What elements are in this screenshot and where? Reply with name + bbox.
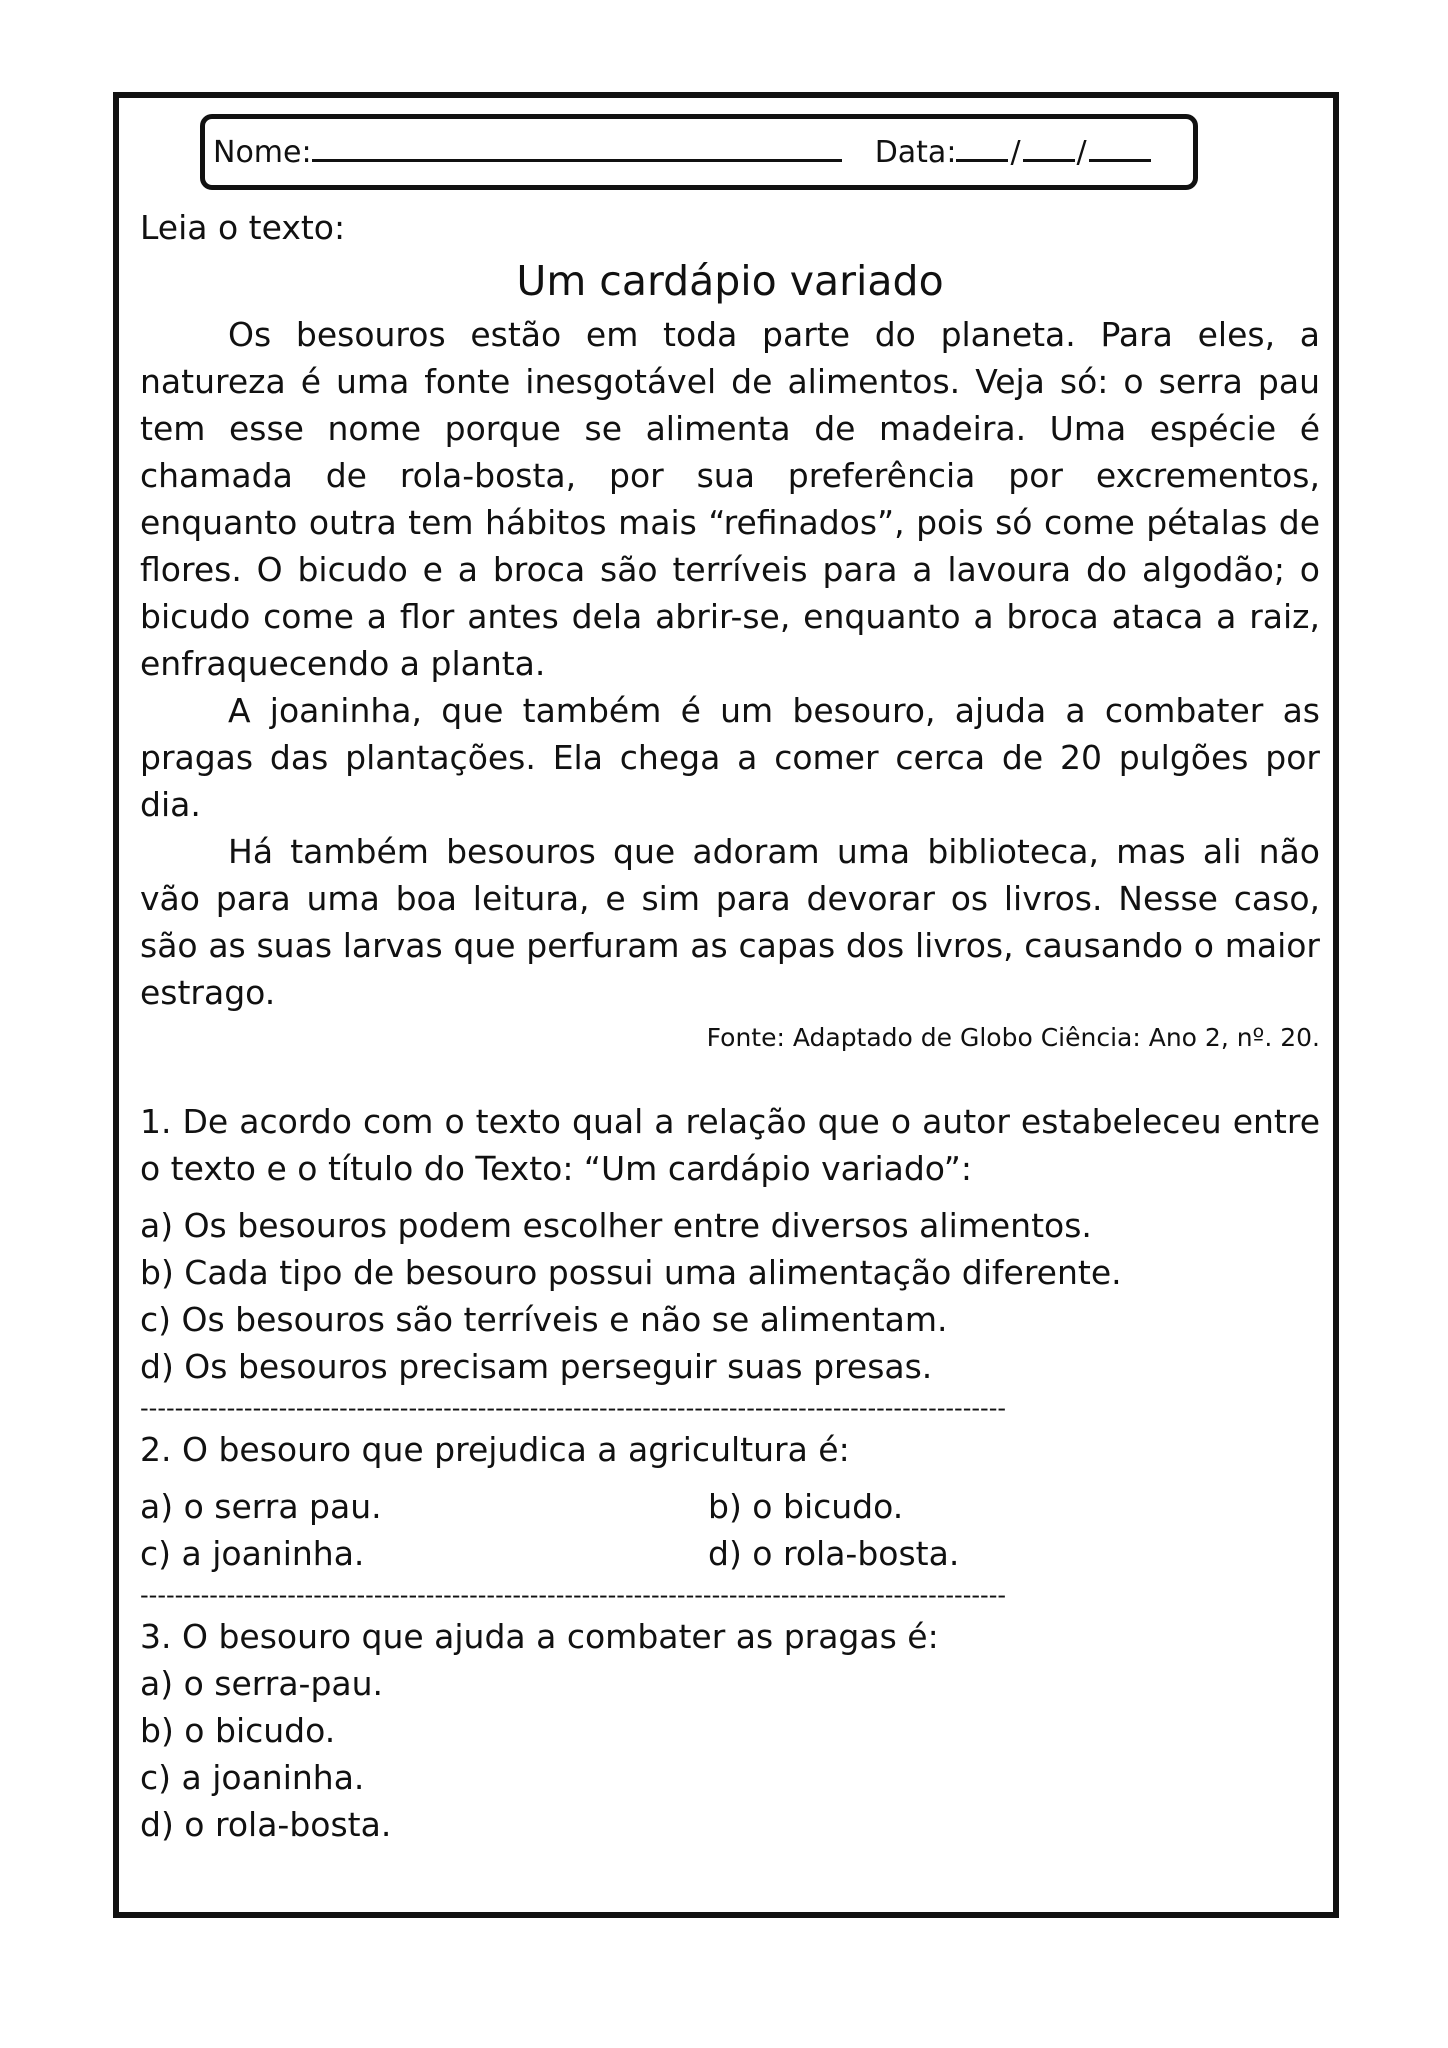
- name-blank-line: [312, 119, 842, 162]
- date-day-blank: [956, 119, 1008, 162]
- question-1-options: [140, 1202, 1320, 1390]
- source-citation: Fonte: Adaptado de Globo Ciência: Ano 2, nº. 20.: [706, 1023, 1320, 1052]
- date-month-blank: [1023, 119, 1075, 162]
- intro-text: Leia o texto:: [140, 208, 346, 247]
- option: c) a joaninha.: [140, 1758, 365, 1797]
- worksheet-content: [140, 204, 1320, 1848]
- dashed-separator: ----------------------------------------------------------------------------------------------------: [140, 1398, 1007, 1418]
- option: b) o bicudo.: [140, 1711, 336, 1750]
- option: a) o serra-pau.: [140, 1664, 384, 1703]
- question-3: 3. O besouro que ajuda a combater as pragas é:: [140, 1617, 939, 1656]
- date-separator: /: [1010, 135, 1021, 170]
- question-2: 2. O besouro que prejudica a agricultura é:: [140, 1430, 850, 1469]
- paragraph: Os besouros estão em toda parte do planeta. Para eles, a natureza é uma fonte inesgotável de alimentos. Veja só: o serra pau tem esse nome porque se alimenta de madeira. Uma espécie é chamada de rola-bosta, por sua preferência por excrementos, enquanto outra tem hábitos mais “refinados”, pois só come pétalas de flores. O bicudo e a broca são terríveis para a lavoura do algodão; o bicudo come a flor antes dela abrir-se, enquanto a broca ataca a raiz, enfraquecendo a planta.: [140, 315, 1320, 683]
- option: a) Os besouros podem escolher entre diversos alimentos.: [140, 1206, 1092, 1245]
- date-year-blank: [1089, 119, 1151, 162]
- question-2-options: [140, 1483, 1320, 1577]
- date-separator: /: [1076, 135, 1087, 170]
- dashed-separator: ----------------------------------------------------------------------------------------------------: [140, 1585, 1007, 1605]
- option: c) Os besouros são terríveis e não se alimentam.: [140, 1300, 948, 1339]
- option: c) a joaninha.: [140, 1534, 365, 1573]
- name-label: Nome:: [213, 135, 312, 170]
- date-label: Data:: [874, 135, 957, 170]
- question-3-options: [140, 1660, 1320, 1848]
- option: b) o bicudo.: [708, 1487, 904, 1526]
- name-date-header: [200, 114, 1198, 190]
- option: d) o rola-bosta.: [140, 1805, 392, 1844]
- reading-text: [140, 311, 1320, 1016]
- paragraph: Há também besouros que adoram uma biblioteca, mas ali não vão para uma boa leitura, e sim para devorar os livros. Nesse caso, são as suas larvas que perfuram as capas dos livros, causando o maior estrago.: [140, 832, 1320, 1012]
- paragraph: A joaninha, que também é um besouro, ajuda a combater as pragas das plantações. Ela chega a comer cerca de 20 pulgões por dia.: [140, 691, 1320, 824]
- option: b) Cada tipo de besouro possui uma alimentação diferente.: [140, 1253, 1122, 1292]
- text-title: Um cardápio variado: [516, 257, 944, 305]
- question-1: 1. De acordo com o texto qual a relação que o autor estabeleceu entre o texto e o título do Texto: “Um cardápio variado”:: [140, 1102, 1320, 1188]
- option: a) o serra pau.: [140, 1487, 382, 1526]
- option: d) o rola-bosta.: [708, 1534, 960, 1573]
- option: d) Os besouros precisam perseguir suas presas.: [140, 1347, 933, 1386]
